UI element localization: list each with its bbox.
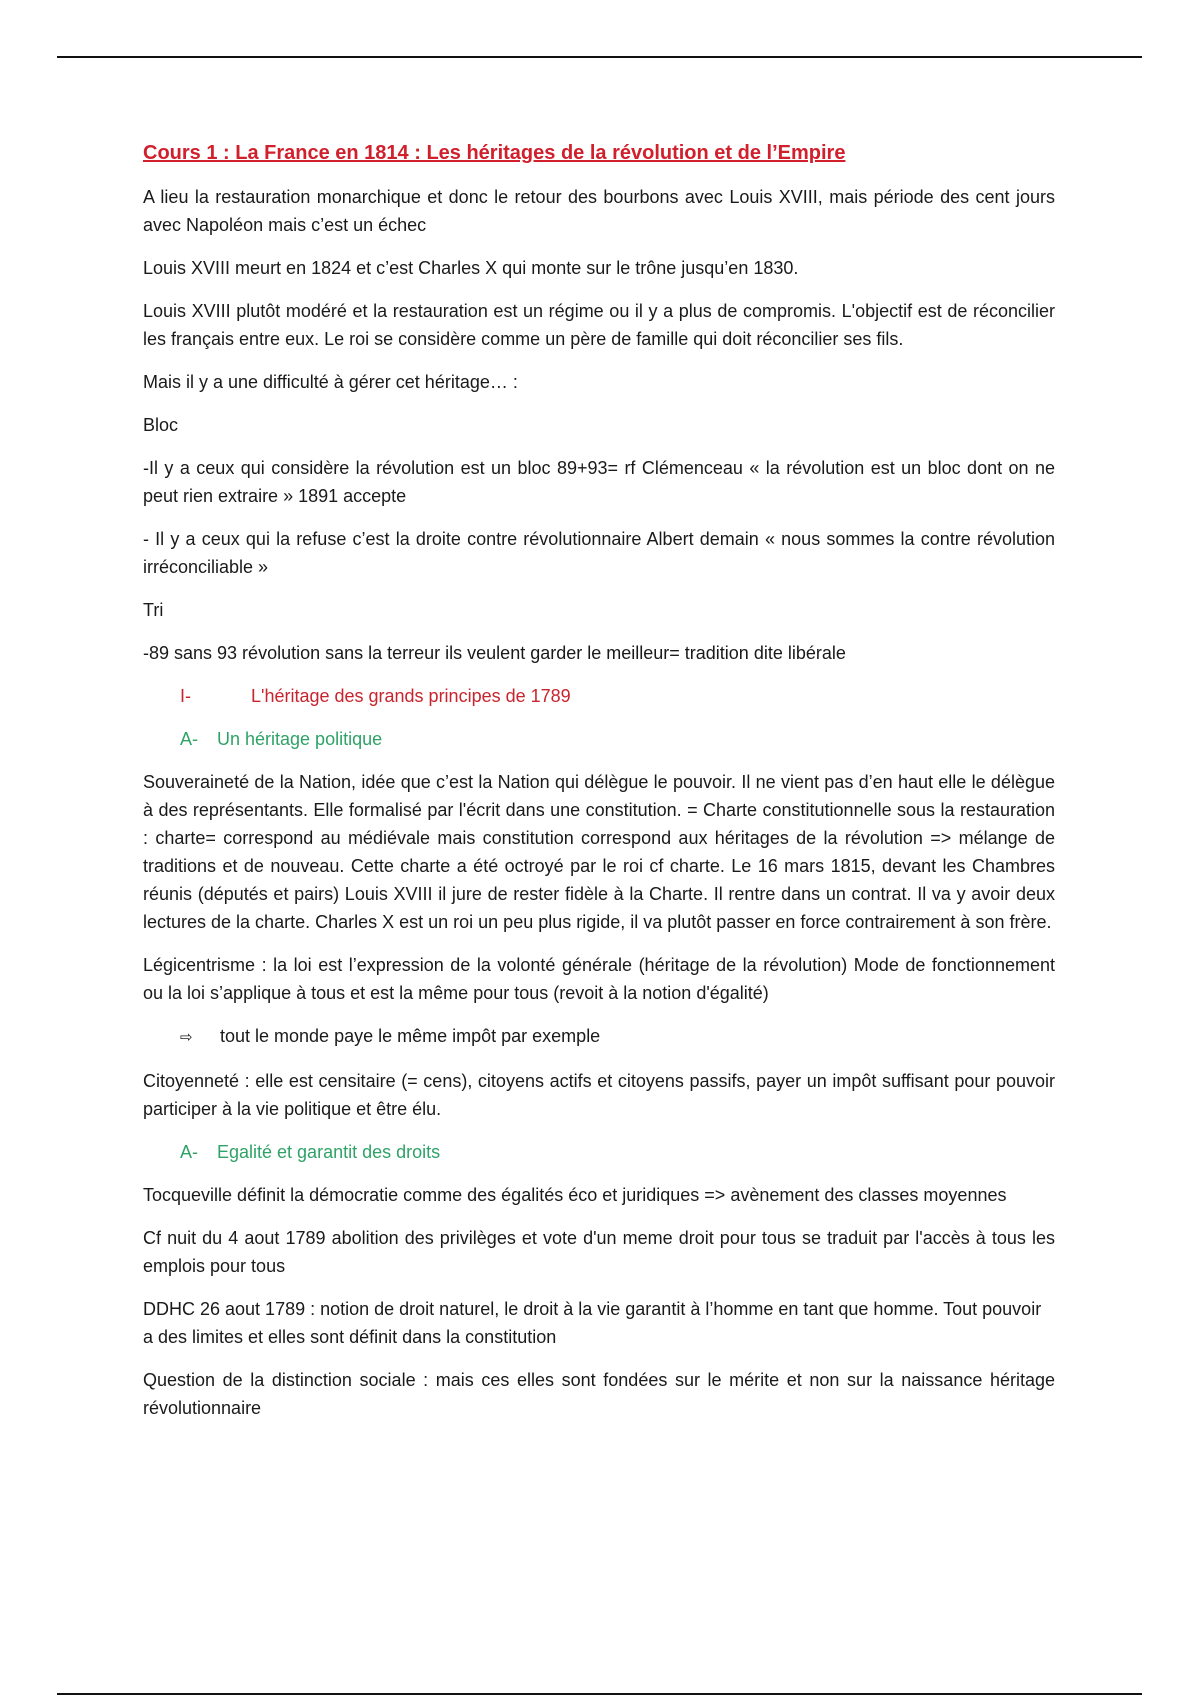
section-number: I- (180, 686, 191, 706)
subsection-heading-politique (143, 725, 1055, 753)
paragraph-tocqueville: Tocqueville définit la démocratie comme des égalités éco et juridiques => avènement des classes moyennes (143, 1185, 1007, 1205)
footer-rule (57, 1693, 1142, 1695)
subsection-number: A- (180, 729, 198, 749)
subsection-heading-egalite (143, 1138, 1055, 1166)
paragraph-tradition-liberale: -89 sans 93 révolution sans la terreur ils veulent garder le meilleur= tradition dite libérale (143, 643, 846, 663)
section-heading-1 (143, 682, 1055, 710)
paragraph-charles-x: Louis XVIII meurt en 1824 et c’est Charles X qui monte sur le trône jusqu’en 1830. (143, 258, 799, 278)
header-rule (57, 56, 1142, 58)
paragraph-distinction-sociale: Question de la distinction sociale : mais ces elles sont fondées sur le mérite et non sur la naissance héritage révolutionnaire (143, 1370, 1055, 1418)
document-body (143, 140, 1055, 1437)
paragraph-restauration: A lieu la restauration monarchique et donc le retour des bourbons avec Louis XVIII, mais période des cent jours avec Napoléon mais c’est un échec (143, 187, 1055, 235)
subsection-label: Un héritage politique (217, 729, 383, 749)
paragraph-louis-xviii: Louis XVIII plutôt modéré et la restauration est un régime ou il y a plus de compromis. L'objectif est de réconcilier les français entre eux. Le roi se considère comme un père de famille qui doit réconcilier ses fils. (143, 301, 1055, 349)
subsection-number: A- (180, 1142, 198, 1162)
paragraph-souverainete: Souveraineté de la Nation, idée que c’est la Nation qui délègue le pouvoir. Il ne vient pas d’en haut elle le délègue à des représentants. Elle formalisé par l'écrit dans une constitution. = Charte constitutionnelle sous la restauration : charte= correspond au médiévale mais constitution correspond aux héritages de la révolution => mélange de traditions et de nouveau. Cette charte a été octroyé par le roi cf charte. Le 16 mars 1815, devant les Chambres réunis (députés et pairs) Louis XVIII il jure de rester fidèle à la Charte. Il rentre dans un contrat. Il va y avoir deux lectures de la charte. Charles X est un roi un peu plus rigide, il va plutôt passer en force contrairement à son frère. (143, 772, 1055, 932)
paragraph-ddhc: DDHC 26 aout 1789 : notion de droit naturel, le droit à la vie garantit à l’homme en tant que homme. Tout pouvoir a des limites et elles sont définit dans la constitution (143, 1299, 1042, 1347)
paragraph-contre-revolution: - Il y a ceux qui la refuse c’est la droite contre révolutionnaire Albert demain « nous sommes la contre révolution irréconciliable » (143, 529, 1055, 577)
paragraph-bloc-clemenceau: -Il y a ceux qui considère la révolution est un bloc 89+93= rf Clémenceau « la révolution est un bloc dont on ne peut rien extraire » 1891 accepte (143, 458, 1055, 506)
bullet-text: tout le monde paye le même impôt par exemple (220, 1026, 601, 1046)
paragraph-citoyennete: Citoyenneté : elle est censitaire (= cens), citoyens actifs et citoyens passifs, payer un impôt suffisant pour pouvoir participer à la vie politique et être élu. (143, 1071, 1055, 1119)
page-title: Cours 1 : La France en 1814 : Les héritages de la révolution et de l’Empire (143, 142, 846, 164)
arrow-right-icon: ⇨ (180, 1029, 193, 1046)
subsection-label: Egalité et garantit des droits (217, 1142, 441, 1162)
paragraph-difficulte: Mais il y a une difficulté à gérer cet héritage… : (143, 372, 518, 392)
section-label: L'héritage des grands principes de 1789 (251, 686, 571, 706)
paragraph-nuit-4-aout: Cf nuit du 4 aout 1789 abolition des privilèges et vote d'un meme droit pour tous se traduit par l'accès à tous les emplois pour tous (143, 1228, 1055, 1276)
paragraph-bloc: Bloc (143, 415, 179, 435)
bullet-impot (143, 1022, 1055, 1052)
paragraph-tri: Tri (143, 600, 164, 620)
paragraph-legicentrisme: Légicentrisme : la loi est l’expression de la volonté générale (héritage de la révolution) Mode de fonctionnement ou la loi s’applique à tous et est la même pour tous (revoit à la notion d'égalité) (143, 955, 1055, 1003)
